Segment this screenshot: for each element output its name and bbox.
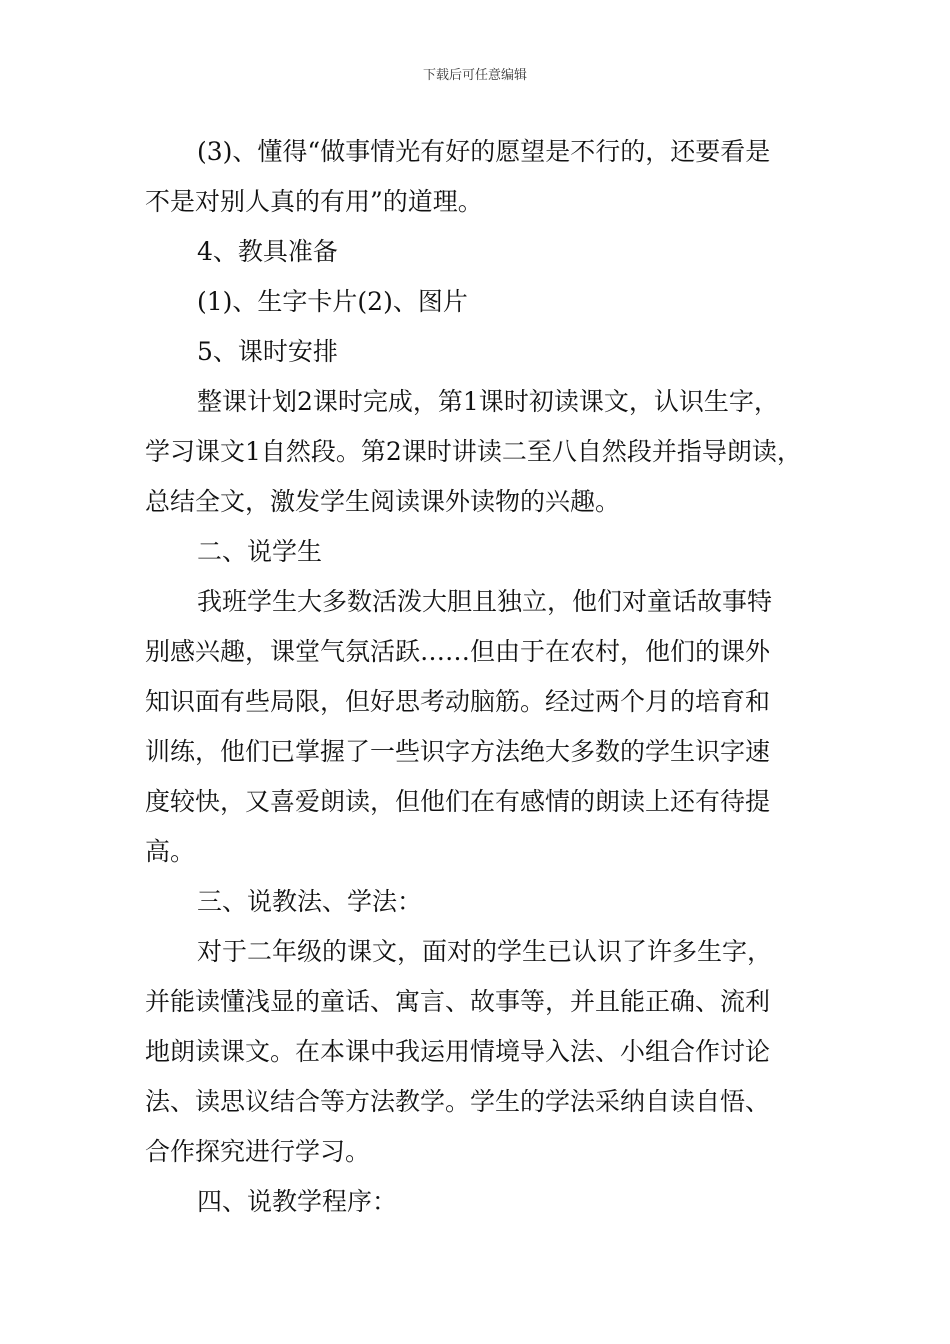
text-line: 二、说学生 bbox=[197, 537, 323, 566]
text-line: 三、说教法、学法： bbox=[197, 887, 423, 916]
section-heading bbox=[145, 1177, 825, 1227]
text-line: 总结全文，激发学生阅读课外读物的兴趣。 bbox=[145, 487, 621, 516]
paragraph bbox=[145, 927, 825, 1177]
text-line: 对于二年级的课文，面对的学生已认识了许多生字， bbox=[197, 937, 773, 966]
text-line: (1)、生字卡片(2)、图片 bbox=[197, 287, 468, 316]
section-heading bbox=[145, 527, 825, 577]
text-line: 训练，他们已掌握了一些识字方法绝大多数的学生识字速 bbox=[145, 737, 771, 766]
document-body bbox=[145, 127, 825, 1227]
text-line: 整课计划2课时完成，第1课时初读课文，认识生字， bbox=[197, 387, 779, 416]
text-line: 地朗读课文。在本课中我运用情境导入法、小组合作讨论 bbox=[145, 1037, 771, 1066]
text-line: 4、教具准备 bbox=[197, 237, 338, 266]
text-line: 我班学生大多数活泼大胆且独立，他们对童话故事特 bbox=[197, 587, 773, 616]
text-line: 知识面有些局限，但好思考动脑筋。经过两个月的培育和 bbox=[145, 687, 771, 716]
paragraph bbox=[145, 577, 825, 877]
text-line: 合作探究进行学习。 bbox=[145, 1137, 371, 1166]
text-line: 度较快，又喜爱朗读，但他们在有感情的朗读上还有待提 bbox=[145, 787, 771, 816]
paragraph bbox=[145, 127, 825, 227]
paragraph bbox=[145, 277, 825, 327]
text-line: 不是对别人真的有用”的道理。 bbox=[145, 187, 483, 216]
text-line: (3)、懂得“做事情光有好的愿望是不行的，还要看是 bbox=[197, 137, 771, 166]
text-line: 5、课时安排 bbox=[197, 337, 338, 366]
text-line: 并能读懂浅显的童话、寓言、故事等，并且能正确、流利 bbox=[145, 987, 771, 1016]
section-heading bbox=[145, 877, 825, 927]
text-line: 学习课文1自然段。第2课时讲读二至八自然段并指导朗读， bbox=[145, 437, 802, 466]
text-line: 法、读思议结合等方法教学。学生的学法采纳自读自悟、 bbox=[145, 1087, 771, 1116]
section-heading bbox=[145, 327, 825, 377]
page-header-note: 下载后可任意编辑 bbox=[422, 68, 527, 83]
paragraph bbox=[145, 377, 825, 527]
text-line: 四、说教学程序： bbox=[197, 1187, 398, 1216]
text-line: 高。 bbox=[145, 837, 196, 866]
text-line: 别感兴趣，课堂气氛活跃……但由于在农村，他们的课外 bbox=[145, 637, 771, 666]
section-heading bbox=[145, 227, 825, 277]
